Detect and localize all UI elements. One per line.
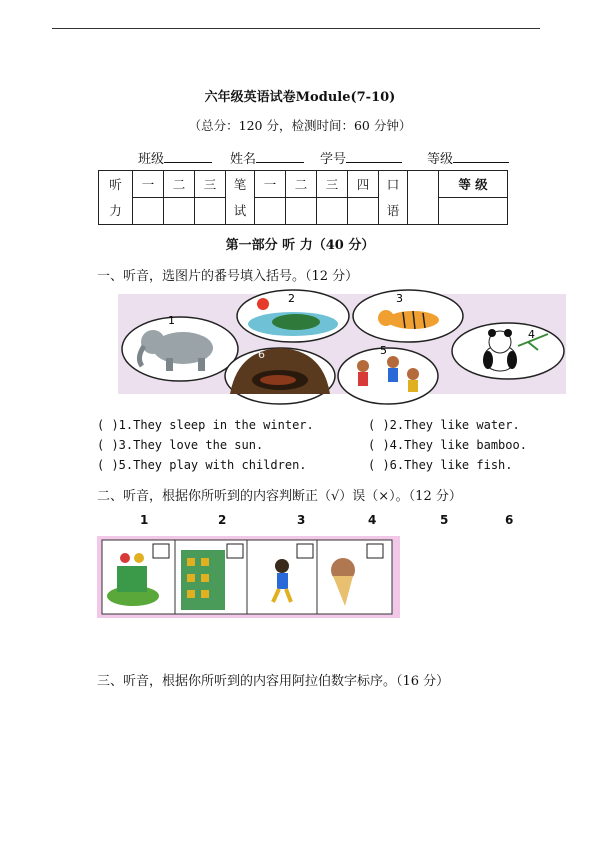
panda-picture (452, 323, 564, 379)
tiger-picture (353, 290, 463, 342)
check-box-1[interactable] (153, 544, 169, 558)
s2-number-6: 6 (505, 513, 514, 527)
s2-number-5: 5 (440, 513, 449, 527)
question-6: ( )6.They like fish. (368, 458, 513, 472)
written-col-2: 二 (286, 171, 317, 198)
question-3: ( )3.They love the sun. (97, 438, 264, 452)
score-cell[interactable] (348, 198, 379, 225)
crocodile-picture (237, 290, 349, 342)
section3-title: 三、听音，根据你所听到的内容用阿拉伯数字标序。（16 分） (97, 674, 450, 689)
s2-number-1: 1 (140, 513, 149, 527)
s2-number-3: 3 (297, 513, 306, 527)
grade-label: 等级 (427, 152, 454, 167)
question-5: ( )5.They play with children. (97, 458, 307, 472)
score-cell[interactable] (195, 198, 226, 225)
question-1: ( )1.They sleep in the winter. (97, 418, 314, 432)
score-cell[interactable] (164, 198, 195, 225)
exam-subtitle: （总分：120 分，检测时间：60 分钟） (188, 118, 412, 133)
s2-number-4: 4 (368, 513, 377, 527)
pic-number-4: 4 (528, 328, 535, 341)
class-field[interactable] (138, 148, 212, 167)
pic-number-6: 6 (258, 348, 265, 361)
oral-label: 口语 (386, 176, 400, 218)
question-4: ( )4.They like bamboo. (368, 438, 527, 452)
pic-number-2: 2 (288, 292, 295, 305)
exam-title: 六年级英语试卷Module(7-10) (204, 90, 396, 105)
pic-number-5: 5 (380, 344, 387, 357)
pic-number-3: 3 (396, 292, 403, 305)
written-col-1: 一 (255, 171, 286, 198)
score-table (98, 170, 508, 225)
score-cell[interactable] (133, 198, 164, 225)
name-label: 姓名 (230, 152, 257, 167)
oral-score-cell[interactable] (408, 171, 439, 225)
listening-col-3: 三 (195, 171, 226, 198)
listening-header (99, 171, 133, 225)
check-box-2[interactable] (227, 544, 243, 558)
grade-cell[interactable] (439, 198, 508, 225)
grade-header: 等 级 (439, 171, 508, 198)
score-cell[interactable] (317, 198, 348, 225)
written-col-3: 三 (317, 171, 348, 198)
class-label: 班级 (138, 152, 165, 167)
cave-bear-picture (225, 348, 335, 404)
top-rule (52, 28, 540, 29)
grade-field[interactable] (427, 148, 509, 167)
part1-title: 第一部分 听 力（40 分） (225, 238, 375, 253)
pic-number-1: 1 (168, 314, 175, 327)
score-cell[interactable] (286, 198, 317, 225)
listening-col-2: 二 (164, 171, 195, 198)
written-col-4: 四 (348, 171, 379, 198)
s2-number-2: 2 (218, 513, 227, 527)
judgement-picture-strip (97, 536, 400, 618)
listening-col-1: 一 (133, 171, 164, 198)
section2-title: 二、听音，根据你所听到的内容判断正（√）误（×）。（12 分） (97, 489, 462, 504)
number-field[interactable] (320, 148, 402, 167)
name-field[interactable] (230, 148, 304, 167)
score-cell[interactable] (255, 198, 286, 225)
check-box-3[interactable] (297, 544, 313, 558)
animal-picture-collage (118, 286, 566, 406)
check-box-4[interactable] (367, 544, 383, 558)
number-label: 学号 (320, 152, 347, 167)
listening-label: 听力 (109, 176, 122, 218)
written-label: 笔试 (233, 176, 247, 218)
oral-header (379, 171, 408, 225)
written-header (226, 171, 255, 225)
question-2: ( )2.They like water. (368, 418, 520, 432)
section1-title: 一、听音，选图片的番号填入括号。（12 分） (97, 269, 359, 284)
